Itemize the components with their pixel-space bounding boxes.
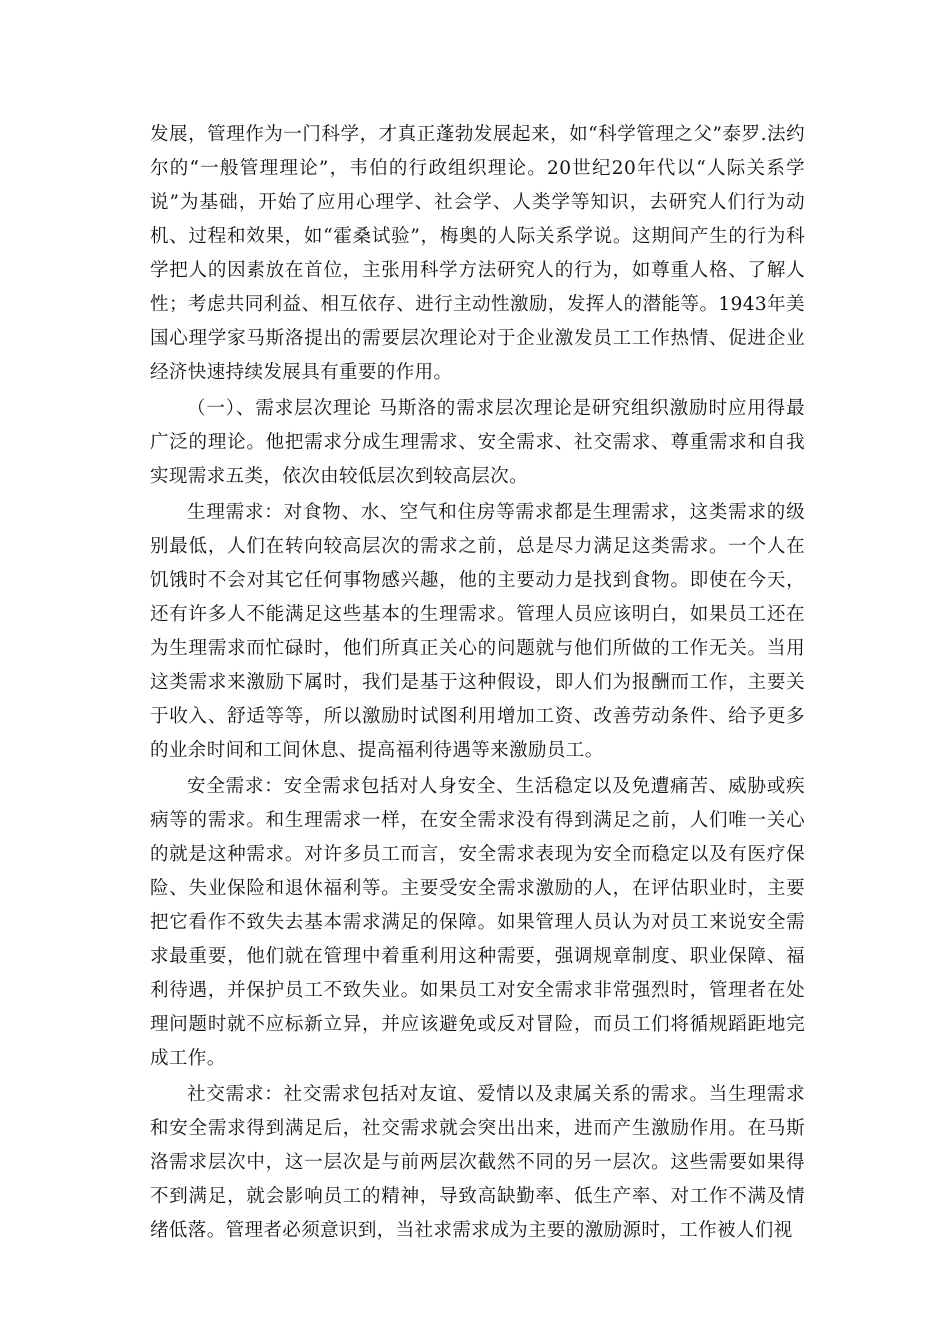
document-page xyxy=(150,118,805,1250)
paragraph-hierarchy-theory: （一）、需求层次理论 马斯洛的需求层次理论是研究组织激励时应用得最广泛的理论。他把需求分成生理需求、安全需求、社交需求、尊重需求和自我实现需求五类，依次由较低层次到较高层次。 xyxy=(150,398,805,487)
paragraph-social-needs: 社交需求：社交需求包括对友谊、爱情以及隶属关系的需求。当生理需求和安全需求得到满足后，社交需求就会突出出来，进而产生激励作用。在马斯洛需求层次中，这一层次是与前两层次截然不同的另一层次。这些需要如果得不到满足，就会影响员工的精神，导致高缺勤率、低生产率、对工作不满及情绪低落。管理者必须意识到，当社求需求成为主要的激励源时，工作被人们视 xyxy=(150,1084,805,1241)
paragraph-physiological-needs: 生理需求：对食物、水、空气和住房等需求都是生理需求，这类需求的级别最低，人们在转向较高层次的需求之前，总是尽力满足这类需求。一个人在饥饿时不会对其它任何事物感兴趣，他的主要动力是找到食物。即使在今天，还有许多人不能满足这些基本的生理需求。管理人员应该明白，如果员工还在为生理需求而忙碌时，他们所真正关心的问题就与他们所做的工作无关。当用这类需求来激励下属时，我们是基于这种假设，即人们为报酬而工作，主要关于收入、舒适等等，所以激励时试图利用增加工资、改善劳动条件、给予更多的业余时间和工间休息、提高福利待遇等来激励员工。 xyxy=(150,502,805,761)
paragraph-intro: 发展，管理作为一门科学，才真正蓬勃发展起来，如“科学管理之父”泰罗.法约尔的“一般管理理论”，韦伯的行政组织理论。20世纪20年代以“人际关系学说”为基础，开始了应用心理学、社会学、人类学等知识，去研究人们行为动机、过程和效果，如“霍桑试验”，梅奥的人际关系学说。这期间产生的行为科学把人的因素放在首位，主张用科学方法研究人的行为，如尊重人格、了解人性；考虑共同利益、相互依存、进行主动性激励，发挥人的潜能等。1943年美国心理学家马斯洛提出的需要层次理论对于企业激发员工工作热情、促进企业经济快速持续发展具有重要的作用。 xyxy=(150,124,805,383)
paragraph-safety-needs: 安全需求：安全需求包括对人身安全、生活稳定以及免遭痛苦、威胁或疾病等的需求。和生理需求一样，在安全需求没有得到满足之前，人们唯一关心的就是这种需求。对许多员工而言，安全需求表现为安全而稳定以及有医疗保险、失业保险和退休福利等。主要受安全需求激励的人，在评估职业时，主要把它看作不致失去基本需求满足的保障。如果管理人员认为对员工来说安全需求最重要，他们就在管理中着重利用这种需要，强调规章制度、职业保障、福利待遇，并保护员工不致失业。如果员工对安全需求非常强烈时，管理者在处理问题时就不应标新立异，并应该避免或反对冒险，而员工们将循规蹈距地完成工作。 xyxy=(150,776,805,1069)
